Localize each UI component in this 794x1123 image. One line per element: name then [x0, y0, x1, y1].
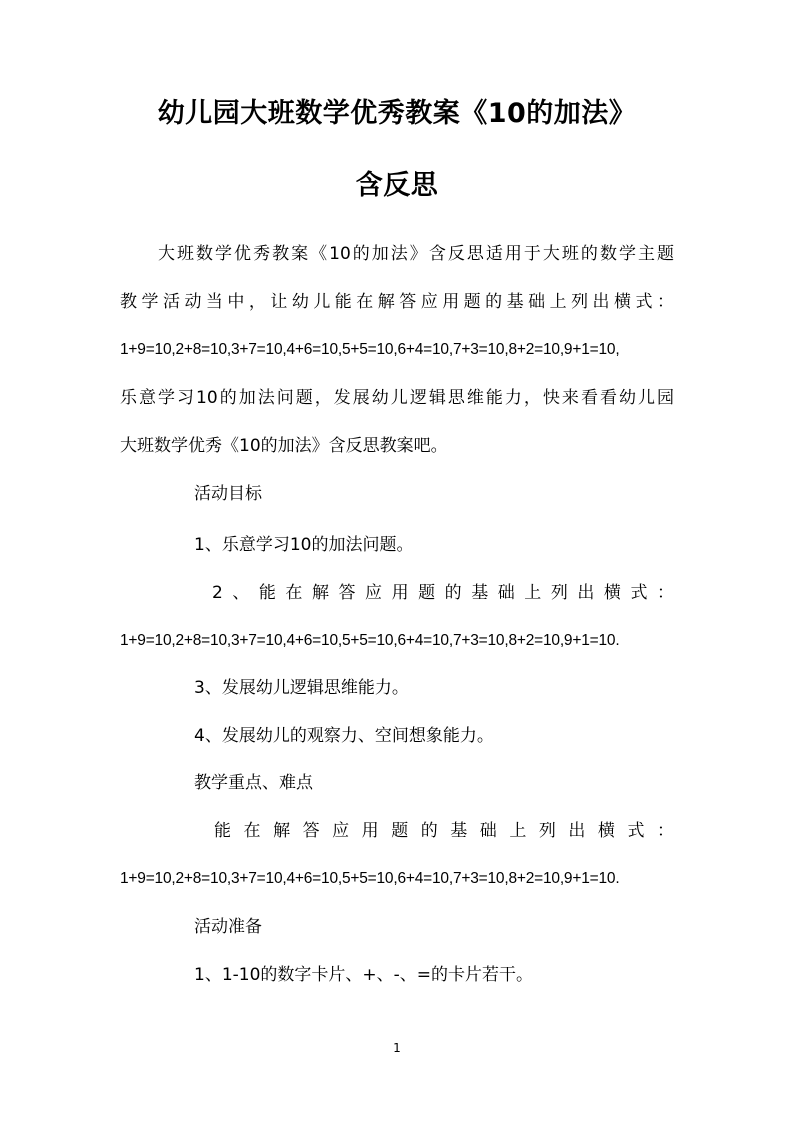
goal-item-1: 1、乐意学习10的加法问题。 [194, 535, 414, 555]
intro-line-2: 教学活动当中，让幼儿能在解答应用题的基础上列出横式： [120, 292, 674, 312]
key-points-text: 能在解答应用题的基础上列出横式： [214, 821, 674, 841]
intro-line-4: 乐意学习10的加法问题，发展幼儿逻辑思维能力，快来看看幼儿园 [120, 388, 674, 408]
goals-heading: 活动目标 [194, 484, 262, 504]
intro-line-1: 大班数学优秀教案《10的加法》含反思适用于大班的数学主题 [158, 244, 674, 264]
document-title-line-1: 幼儿园大班数学优秀教案《10的加法》 [157, 98, 637, 129]
page-number: 1 [393, 1041, 401, 1055]
intro-formula-line: 1+9=10,2+8=10,3+7=10,4+6=10,5+5=10,6+4=10,7+3=10,8+2=10,9+1=10, [120, 341, 620, 358]
preparation-item-1: 1、1-10的数字卡片、+、-、=的卡片若干。 [194, 965, 534, 985]
preparation-heading: 活动准备 [194, 917, 262, 937]
goal-item-4: 4、发展幼儿的观察力、空间想象能力。 [194, 726, 494, 746]
goal-item-2-formula: 1+9=10,2+8=10,3+7=10,4+6=10,5+5=10,6+4=10,7+3=10,8+2=10,9+1=10. [120, 632, 620, 649]
key-points-formula: 1+9=10,2+8=10,3+7=10,4+6=10,5+5=10,6+4=10,7+3=10,8+2=10,9+1=10. [120, 870, 620, 887]
goal-item-3: 3、发展幼儿逻辑思维能力。 [194, 678, 409, 698]
goal-item-2: 2、能在解答应用题的基础上列出横式： [212, 583, 674, 603]
key-points-heading: 教学重点、难点 [194, 773, 313, 793]
document-title-line-2: 含反思 [355, 170, 439, 201]
intro-line-5: 大班数学优秀《10的加法》含反思教案吧。 [120, 436, 448, 456]
